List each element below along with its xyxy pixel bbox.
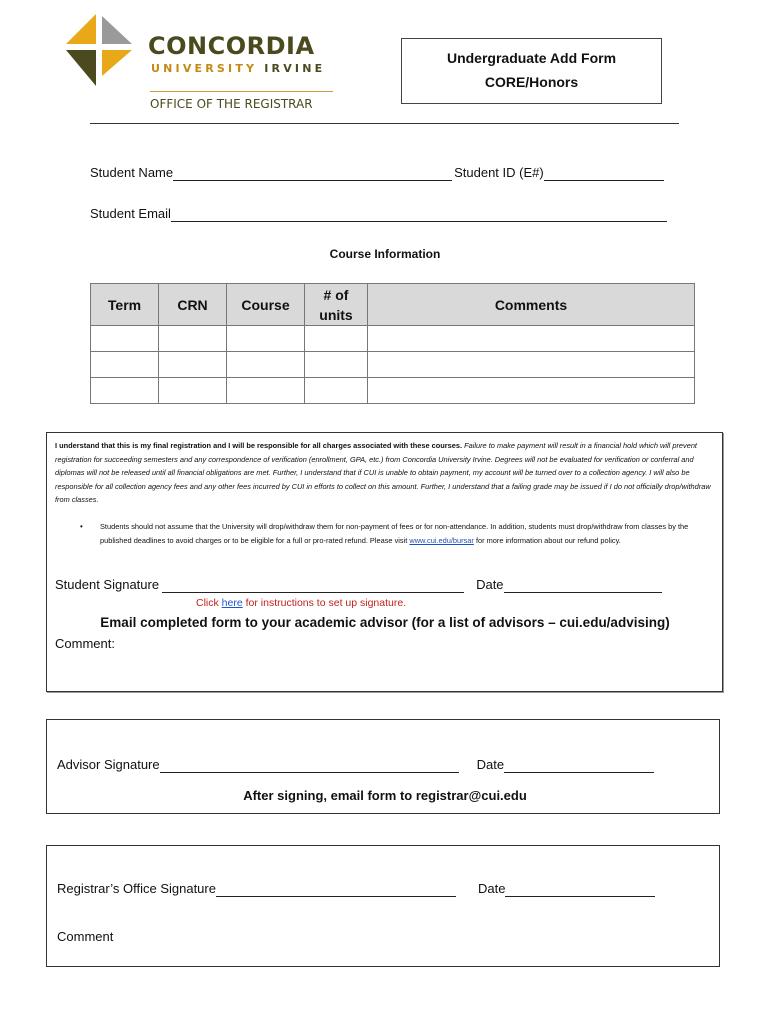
bursar-link[interactable]: www.cui.edu/bursar xyxy=(409,535,474,545)
registrar-comment-label: Comment xyxy=(57,929,114,944)
signature-help-link[interactable]: here xyxy=(221,597,243,609)
course-table-header xyxy=(91,284,695,326)
column-header-crn: CRN xyxy=(159,284,227,326)
table-cell[interactable] xyxy=(305,352,368,378)
bullet-icon: • xyxy=(80,522,83,531)
table-cell[interactable] xyxy=(91,378,159,404)
student-email-label: Student Email xyxy=(90,206,171,221)
advisor-signature-field[interactable] xyxy=(160,760,459,773)
student-name-row xyxy=(90,165,664,181)
form-subtitle: CORE/Honors xyxy=(484,74,579,90)
advisor-date-label: Date xyxy=(476,757,505,772)
bullet-text: Students should not assume that the University will drop/withdraw them for non-payment of fees or for non-attendance. In addition, students must drop/withdraw from classes by the published deadlines to avoid charges or to be eligible for a full or pro-rated refund. Please visit xyxy=(100,522,689,545)
student-name-field[interactable] xyxy=(173,168,452,181)
student-signature-label: Student Signature xyxy=(55,577,160,592)
click-text-after: for instructions to set up signature. xyxy=(245,597,407,609)
financial-disclaimer xyxy=(55,439,711,507)
registrar-signature-field[interactable] xyxy=(216,884,456,897)
table-row xyxy=(91,326,695,352)
brand-divider xyxy=(150,91,333,92)
column-header-comments: Comments xyxy=(368,284,695,326)
table-row xyxy=(91,378,695,404)
email-advisor-note: Email completed form to your academic advisor (for a list of advisors – cui.edu/advising) xyxy=(100,615,670,630)
course-info-heading: Course Information xyxy=(329,247,441,261)
table-cell[interactable] xyxy=(159,352,227,378)
brand-subtitle: UNIVERSITY IRVINE xyxy=(151,62,326,75)
refund-bullet xyxy=(55,520,711,547)
table-cell[interactable] xyxy=(368,352,695,378)
table-cell[interactable] xyxy=(91,352,159,378)
table-cell[interactable] xyxy=(368,326,695,352)
brand-name: CONCORDIA xyxy=(148,32,315,60)
table-cell[interactable] xyxy=(368,378,695,404)
advisor-signature-label: Advisor Signature xyxy=(57,757,160,772)
column-header-course: Course xyxy=(227,284,305,326)
student-id-label: Student ID (E#) xyxy=(454,165,544,180)
table-cell[interactable] xyxy=(227,326,305,352)
student-signature-row xyxy=(55,577,662,593)
column-header-units: # of units xyxy=(305,284,368,326)
click-text: Click xyxy=(196,597,219,609)
form-title: Undergraduate Add Form xyxy=(446,50,617,66)
student-name-label: Student Name xyxy=(90,165,174,180)
table-cell[interactable] xyxy=(159,378,227,404)
student-comment-label: Comment: xyxy=(55,636,115,651)
registrar-date-field[interactable] xyxy=(505,884,655,897)
header-rule xyxy=(90,123,679,124)
registrar-date-label: Date xyxy=(477,881,506,896)
student-id-field[interactable] xyxy=(544,168,664,181)
student-email-field[interactable] xyxy=(171,209,667,222)
disclaimer-italic: Failure to make payment will result in a financial hold which will prevent registration for succeeding semesters and any correspondence of verification (enrollment, GPA, etc.) from Concordia University Irvine. Degrees will not be evaluated for verification or conferral and diplomas will not be released until all financial obligations are met. Further, I understand that if CUI is unable to obtain payment, my account will be turned over to a collection agency. I will also be responsible for all collection agency fees and any other fees incurred by CUI in efforts to collect on this amount. Further, I understand that a failing grade may be issued if I do not officially drop/withdraw from classes. xyxy=(55,441,711,505)
signature-instructions xyxy=(196,596,406,610)
table-cell[interactable] xyxy=(91,326,159,352)
advisor-date-field[interactable] xyxy=(504,760,654,773)
table-row xyxy=(91,352,695,378)
registrar-signature-row xyxy=(57,881,655,897)
office-name: OFFICE OF THE REGISTRAR xyxy=(150,97,313,111)
student-date-label: Date xyxy=(476,577,504,592)
concordia-logo-icon xyxy=(62,14,142,86)
registrar-box xyxy=(46,845,720,967)
table-cell[interactable] xyxy=(227,378,305,404)
form-title-box xyxy=(401,38,662,104)
student-date-field[interactable] xyxy=(504,580,662,593)
bullet-text-after: for more information about our refund policy. xyxy=(475,535,621,545)
student-email-row xyxy=(90,206,667,222)
table-cell[interactable] xyxy=(305,326,368,352)
column-header-term: Term xyxy=(91,284,159,326)
disclaimer-bold: I understand that this is my final registration and I will be responsible for all charges associated with these courses. xyxy=(55,441,463,450)
registrar-email-note: After signing, email form to registrar@cui.edu xyxy=(243,788,527,803)
table-cell[interactable] xyxy=(305,378,368,404)
table-cell[interactable] xyxy=(159,326,227,352)
course-table xyxy=(90,283,695,404)
student-signature-field[interactable] xyxy=(162,580,464,593)
table-cell[interactable] xyxy=(227,352,305,378)
advisor-signature-row xyxy=(57,757,654,773)
registrar-signature-label: Registrar’s Office Signature xyxy=(57,881,216,896)
